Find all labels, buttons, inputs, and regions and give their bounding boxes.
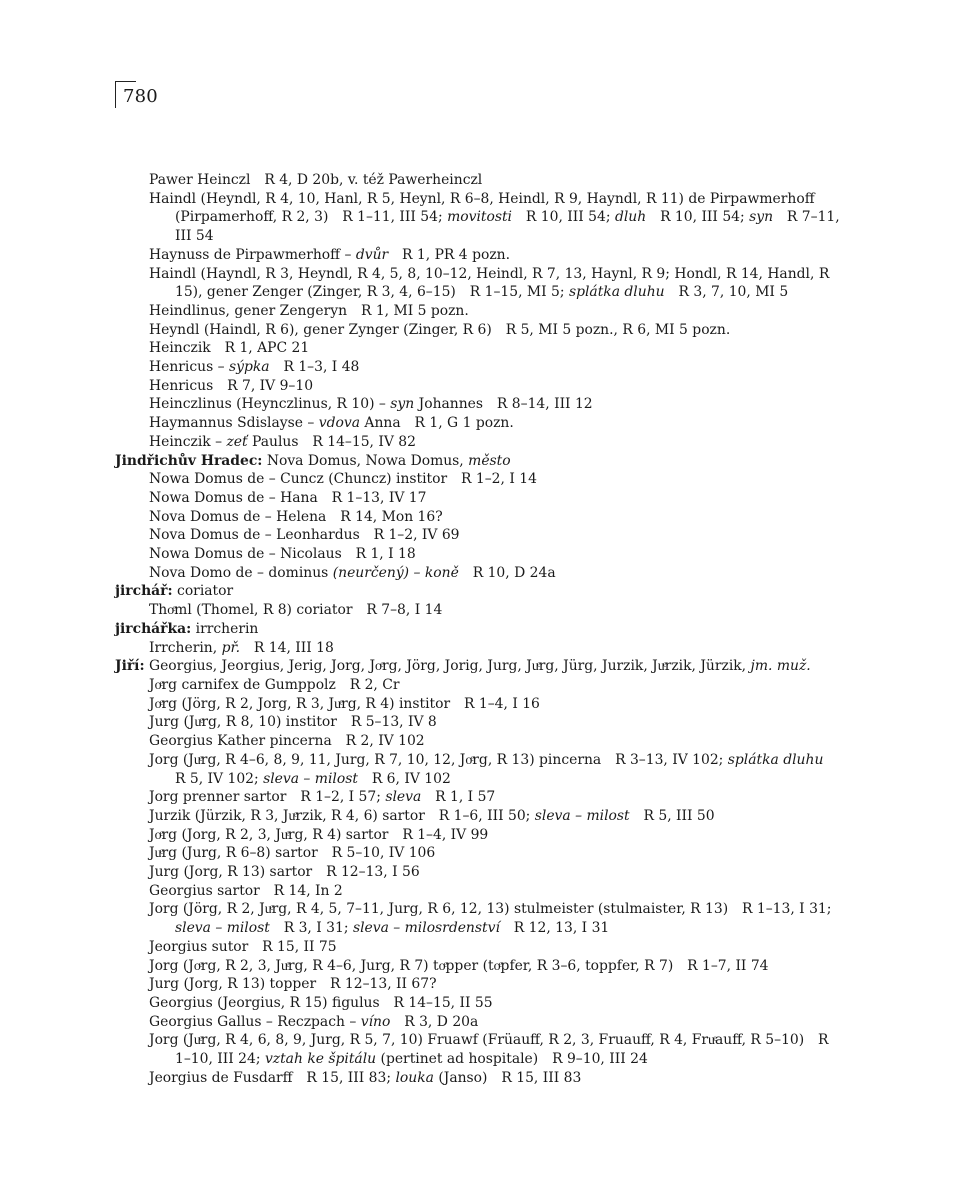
- entry-text: Nowa Domus de – Cuncz (Chuncz) institor R 1–2, I 14: [149, 471, 537, 488]
- entry-text: Juͤrg (Jurg, R 6–8) sartor R 5–10, IV 106: [149, 845, 436, 862]
- italic-note: splátka dluhu: [727, 751, 824, 768]
- index-entry-heinczik-1: [115, 339, 845, 358]
- index-entry-jorg-carnifex: [115, 676, 845, 695]
- index-entry-jorg-fruawf: [115, 1031, 845, 1068]
- entry-text: Nova Domo de – dominus: [149, 564, 333, 581]
- index-entry-jurg-sartor-2: [115, 863, 845, 882]
- index-heading-jircharka: [115, 620, 845, 639]
- entry-text: Georgius sartor R 14, In 2: [149, 882, 343, 899]
- entry-text: R 7–11, III 54: [175, 209, 840, 245]
- page-number: 780: [123, 86, 158, 107]
- entry-text: Heinczik R 1, APC 21: [149, 340, 310, 357]
- index-body: [115, 171, 845, 1087]
- italic-note: sleva – milost: [263, 770, 358, 787]
- index-entry-nowa-domus-nicolaus: [115, 545, 845, 564]
- entry-text: R 6, IV 102: [357, 770, 451, 787]
- index-heading-jirchar: [115, 582, 845, 601]
- italic-note: movitosti: [447, 209, 513, 226]
- italic-note: syn: [390, 396, 415, 413]
- entry-text: Haymannus Sdislayse –: [149, 415, 319, 432]
- index-entry-haindl-1: [115, 190, 845, 246]
- entry-text: Nowa Domus de – Hana R 1–13, IV 17: [149, 489, 427, 506]
- entry-text: Haindl (Hayndl, R 3, Heyndl, R 4, 5, 8, 10–12, Heindl, R 7, 13, Haynl, R 9; Hondl, R 14, Handl, R 15), gener Zenger (Zinger, R 3, 4, 6–15) R 1–15, MI 5;: [149, 265, 830, 301]
- entry-text: Heinczlinus (Heynczlinus, R 10) –: [149, 396, 391, 413]
- italic-note: jm. muž.: [750, 658, 811, 675]
- italic-note: dluh: [614, 209, 647, 226]
- entry-text: Joͤrg (Jorg, R 2, 3, Juͤrg, R 4) sartor R 1–4, IV 99: [149, 826, 489, 843]
- entry-text: Paulus R 14–15, IV 82: [247, 433, 416, 450]
- index-entry-henricus-1: [115, 358, 845, 377]
- entry-text: Nova Domus, Nowa Domus,: [262, 452, 469, 469]
- index-heading-jiri: [115, 657, 845, 676]
- index-entry-irrcherin: [115, 639, 845, 658]
- entry-text: R 10, D 24a: [458, 564, 556, 581]
- entry-text: Heindlinus, gener Zengeryn R 1, MI 5 pozn.: [149, 302, 469, 319]
- entry-text: Haynuss de Pirpawmerhoff –: [149, 246, 356, 263]
- entry-text: Jeorgius de Fusdarff R 15, III 83;: [149, 1069, 396, 1086]
- index-entry-jeorgius-sutor: [115, 938, 845, 957]
- entry-text: Thoͤml (Thomel, R 8) coriator R 7–8, I 14: [149, 602, 443, 619]
- entry-text: R 5, III 50: [629, 807, 715, 824]
- index-entry-haymannus: [115, 414, 845, 433]
- italic-note: syn: [749, 209, 774, 226]
- index-heading-jindrichuv-hradec: [115, 452, 845, 471]
- entry-text: R 1, PR 4 pozn.: [388, 246, 510, 263]
- italic-note: sýpka: [229, 359, 270, 376]
- index-entry-jeorgius-fusdarff: [115, 1069, 845, 1088]
- italic-note: zeť: [226, 433, 248, 450]
- index-entry-jurg-sartor: [115, 844, 845, 863]
- index-entry-heinczlinus: [115, 395, 845, 414]
- entry-text: Nowa Domus de – Nicolaus R 1, I 18: [149, 546, 416, 563]
- index-entry-henricus-2: [115, 377, 845, 396]
- italic-note: př.: [221, 639, 240, 656]
- heading-term: jirchářka:: [115, 620, 192, 637]
- entry-text: Haindl (Heyndl, R 4, 10, Hanl, R 5, Heynl, R 6–8, Heindl, R 9, Hayndl, R 11) de Pirpawmerhoff (Pirpamerhoff, R 2, 3) R 1–11, III 54;: [149, 190, 815, 226]
- entry-text: Irrcherin,: [149, 639, 222, 656]
- index-entry-nova-domus-leonhardus: [115, 526, 845, 545]
- index-entry-georgius-kather: [115, 732, 845, 751]
- index-entry-pawer-heinczl: [115, 171, 845, 190]
- entry-text: R 3, 7, 10, MI 5: [664, 284, 789, 301]
- entry-text: Jurg (Jorg, R 13) sartor R 12–13, I 56: [149, 864, 420, 881]
- entry-text: R 12, 13, I 31: [499, 920, 610, 937]
- heading-term: Jiří:: [115, 658, 145, 675]
- entry-text: Henricus R 7, IV 9–10: [149, 377, 314, 394]
- italic-note: město: [468, 452, 511, 469]
- entry-text: Pawer Heinczl R 4, D 20b, v. též Pawerheinczl: [149, 172, 483, 188]
- index-entry-thoml: [115, 601, 845, 620]
- entry-text: R 14, III 18: [240, 639, 334, 656]
- heading-term: jirchář:: [115, 583, 173, 600]
- italic-note: sleva – milost: [534, 807, 630, 824]
- entry-text: Jeorgius sutor R 15, II 75: [149, 938, 337, 955]
- entry-text: (Janso) R 15, III 83: [433, 1069, 582, 1086]
- entry-text: Johannes R 8–14, III 12: [414, 396, 593, 413]
- index-entry-heyndl: [115, 321, 845, 340]
- index-entry-jorg-prenner: [115, 788, 845, 807]
- index-entry-jurzik-sartor: [115, 807, 845, 826]
- index-entry-jurg-topper: [115, 975, 845, 994]
- entry-text: Jurg (Jorg, R 13) topper R 12–13, II 67?: [149, 976, 437, 993]
- index-entry-georgius-sartor: [115, 882, 845, 901]
- index-entry-jorg-stulmeister: [115, 900, 845, 937]
- italic-note: sleva: [385, 789, 422, 806]
- index-entry-haynuss: [115, 246, 845, 265]
- entry-text: Jorg (Jörg, R 2, Juͤrg, R 4, 5, 7–11, Jurg, R 6, 12, 13) stulmeister (stulmaister, R 13) R 1–13, I 31;: [149, 901, 832, 918]
- entry-text: R 1–3, I 48: [269, 359, 360, 376]
- entry-text: R 10, III 54;: [646, 209, 750, 226]
- entry-text: irrcherin: [191, 620, 259, 637]
- entry-text: Henricus –: [149, 359, 229, 376]
- index-entry-jorg-institor: [115, 695, 845, 714]
- italic-note: (neurčený) – koně: [332, 564, 459, 581]
- italic-note: vdova: [318, 415, 360, 432]
- entry-text: R 3, I 31;: [269, 920, 353, 937]
- entry-text: Jorg (Joͤrg, R 2, 3, Juͤrg, R 4–6, Jurg, R 7) toͤpper (toͤpfer, R 3–6, toppfer, R 7) R 1–7, II 74: [149, 957, 769, 974]
- italic-note: vztah ke špitálu: [264, 1051, 377, 1068]
- index-entry-georgius-gallus: [115, 1013, 845, 1032]
- italic-note: sleva – milost: [175, 920, 270, 937]
- entry-text: Jorg (Juͤrg, R 4–6, 8, 9, 11, Jurg, R 7, 10, 12, Joͤrg, R 13) pincerna R 3–13, IV 102;: [149, 751, 728, 768]
- index-entry-jorg-pincerna: [115, 751, 845, 788]
- entry-text: R 5, IV 102;: [175, 751, 838, 787]
- entry-text: Nova Domus de – Helena R 14, Mon 16?: [149, 508, 443, 525]
- entry-text: R 10, III 54;: [512, 209, 615, 226]
- entry-text: R 3, D 20a: [390, 1013, 479, 1030]
- entry-text: Jorg (Juͤrg, R 4, 6, 8, 9, Jurg, R 5, 7, 10) Fruawf (Früauff, R 2, 3, Fruauff, R 4, Fruͤauff, R 5–10) R 1–10, III 24;: [149, 1032, 829, 1068]
- heading-term: Jindřichův Hradec:: [115, 452, 263, 469]
- entry-text: Anna R 1, G 1 pozn.: [360, 415, 514, 432]
- italic-note: víno: [360, 1013, 391, 1030]
- index-entry-haindl-2: [115, 265, 845, 302]
- index-entry-jorg-sartor-1: [115, 826, 845, 845]
- entry-text: Jurg (Juͤrg, R 8, 10) institor R 5–13, IV 8: [149, 714, 437, 731]
- index-entry-nowa-domus-cuncz: [115, 470, 845, 489]
- entry-text: Nova Domus de – Leonhardus R 1–2, IV 69: [149, 527, 460, 544]
- entry-text: (pertinet ad hospitale) R 9–10, III 24: [376, 1051, 648, 1068]
- entry-text: Jurzik (Jürzik, R 3, Juͤrzik, R 4, 6) sartor R 1–6, III 50;: [149, 807, 535, 824]
- entry-text: Joͤrg (Jörg, R 2, Jorg, R 3, Juͤrg, R 4) institor R 1–4, I 16: [149, 695, 540, 712]
- entry-text: coriator: [172, 583, 234, 600]
- index-entry-nova-domo-dominus: [115, 564, 845, 583]
- entry-text: Georgius Gallus – Reczpach –: [149, 1013, 361, 1030]
- entry-text: Georgius, Jeorgius, Jerig, Jorg, Joͤrg, Jörg, Jorig, Jurg, Juͤrg, Jürg, Jurzik, Juͤrzik, Jürzik,: [144, 658, 751, 675]
- index-entry-jurg-institor: [115, 713, 845, 732]
- italic-note: dvůr: [355, 246, 389, 263]
- entry-text: Joͤrg carnifex de Gumppolz R 2, Cr: [149, 676, 400, 693]
- index-entry-jorg-topper: [115, 957, 845, 976]
- index-entry-nowa-domus-hana: [115, 489, 845, 508]
- index-entry-georgius-figulus: [115, 994, 845, 1013]
- italic-note: sleva – milosrdenství: [352, 920, 500, 937]
- italic-note: louka: [395, 1069, 434, 1086]
- entry-text: Heinczik –: [149, 433, 227, 450]
- index-entry-nova-domus-helena: [115, 508, 845, 527]
- italic-note: splátka dluhu: [568, 284, 665, 301]
- entry-text: Georgius Kather pincerna R 2, IV 102: [149, 733, 425, 750]
- entry-text: Heyndl (Haindl, R 6), gener Zynger (Zinger, R 6) R 5, MI 5 pozn., R 6, MI 5 pozn.: [149, 321, 731, 338]
- index-entry-heindlinus: [115, 302, 845, 321]
- index-entry-heinczik-2: [115, 433, 845, 452]
- entry-text: Jorg prenner sartor R 1–2, I 57;: [149, 789, 386, 806]
- entry-text: R 1, I 57: [421, 789, 496, 806]
- entry-text: Georgius (Jeorgius, R 15) figulus R 14–15, II 55: [149, 994, 493, 1011]
